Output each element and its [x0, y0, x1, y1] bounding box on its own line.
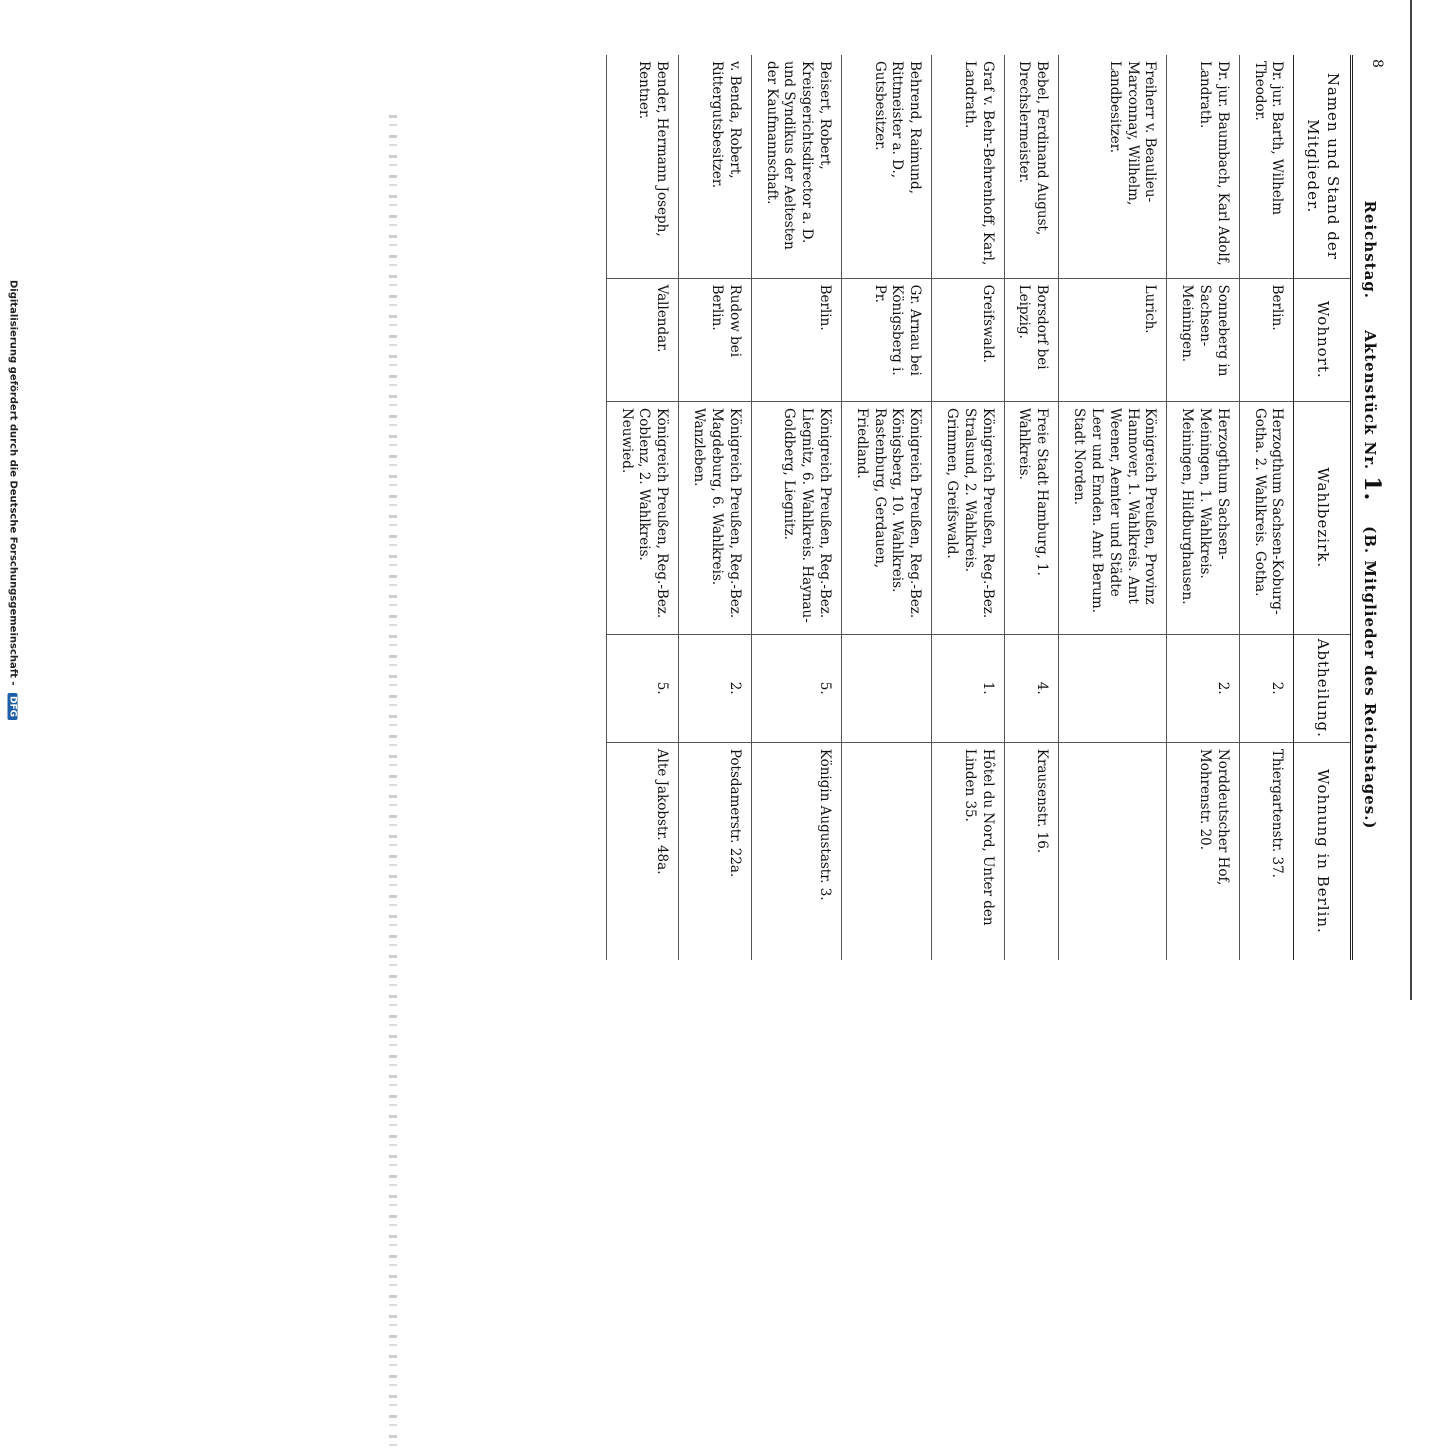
cell-bezirk: Herzogthum Sachsen-Koburg-Gotha. 2. Wahlkreis. Gotha.	[1239, 401, 1294, 634]
heading-right: (B. Mitglieder des Reichstages.)	[1361, 526, 1379, 830]
cell-name: Dr. jur. Baumbach, Karl Adolf, Landrath.	[1167, 55, 1239, 278]
cell-abt: 2.	[679, 634, 751, 742]
cell-abt: 2.	[1167, 634, 1239, 742]
cell-ort: Vallendar.	[606, 278, 678, 401]
cell-ort: Borsdorf bei Leipzig.	[1004, 278, 1059, 401]
table-header-row	[1294, 55, 1352, 960]
cell-bezirk: Freie Stadt Hamburg, 1. Wahlkreis.	[1004, 401, 1059, 634]
cell-name: Beisert, Robert, Kreisgerichtsdirector a. D. und Syndikus der Aeltesten der Kaufmannschaft.	[751, 55, 841, 278]
page-number: 8	[1369, 59, 1385, 68]
header-wohnung: Wohnung in Berlin.	[1294, 742, 1352, 960]
cell-bezirk: Königreich Preußen, Reg.-Bez. Magdeburg, 6. Wahlkreis. Wanzleben.	[679, 401, 751, 634]
cell-wohnung: Alte Jakobstr. 48a.	[606, 742, 678, 960]
cell-wohnung: Königin Augustastr. 3.	[751, 742, 841, 960]
cell-abt	[1059, 634, 1167, 742]
cell-wohnung: Krausenstr. 16.	[1004, 742, 1059, 960]
cell-name: Bender, Hermann Joseph, Rentner.	[606, 55, 678, 278]
credit-text: Digitalisierung gefördert durch die Deutsche Forschungsgemeinschaft -	[7, 279, 19, 686]
cell-name: Behrend, Raimund, Rittmeister a. D., Gutsbesitzer.	[841, 55, 931, 278]
table-row	[751, 55, 841, 960]
cell-abt: 5.	[751, 634, 841, 742]
cell-name: Bebel, Ferdinand August, Drechslermeister.	[1004, 55, 1059, 278]
cell-name: Freiherr v. Beaulieu-Marconnay, Wilhelm, Landbesitzer.	[1059, 55, 1167, 278]
scan-noise	[389, 115, 397, 1455]
table-row	[841, 55, 931, 960]
cell-abt	[841, 634, 931, 742]
cell-ort: Rudow bei Berlin.	[679, 278, 751, 401]
cell-wohnung: Norddeutscher Hof, Mohrenstr. 20.	[1167, 742, 1239, 960]
table-row	[932, 55, 1004, 960]
heading-number: 1.	[1359, 476, 1385, 502]
table-row	[606, 55, 678, 960]
document-page	[105, 55, 1385, 975]
cell-abt: 1.	[932, 634, 1004, 742]
cell-wohnung: Hôtel du Nord, Unter den Linden 35.	[932, 742, 1004, 960]
heading-left: Reichstag.	[1361, 200, 1379, 300]
cell-name: v. Benda, Robert, Rittergutsbesitzer.	[679, 55, 751, 278]
cell-wohnung	[1059, 742, 1167, 960]
cell-name: Dr. jur. Barth, Wilhelm Theodor.	[1239, 55, 1294, 278]
cell-wohnung	[841, 742, 931, 960]
header-name: Namen und Stand der Mitglieder.	[1294, 55, 1352, 278]
cell-wohnung: Potsdamerstr. 22a.	[679, 742, 751, 960]
header-bezirk: Wahlbezirk.	[1294, 401, 1352, 634]
page-edge	[1410, 0, 1412, 1000]
cell-ort: Berlin.	[1239, 278, 1294, 401]
digitization-credit	[0, 0, 26, 1000]
table-row	[1239, 55, 1294, 960]
cell-bezirk: Königreich Preußen, Reg.-Bez. Stralsund, 2. Wahlkreis. Grimmen, Greifswald.	[932, 401, 1004, 634]
cell-wohnung: Thiergartenstr. 37.	[1239, 742, 1294, 960]
cell-bezirk: Königreich Preußen, Reg.-Bez. Coblenz, 2. Wahlkreis. Neuwied.	[606, 401, 678, 634]
table-row	[1059, 55, 1167, 960]
cell-bezirk: Königreich Preußen, Reg.-Bez. Königsberg, 10. Wahlkreis. Rastenburg, Gerdauen, Friedland.	[841, 401, 931, 634]
cell-ort: Berlin.	[751, 278, 841, 401]
header-ort: Wohnort.	[1294, 278, 1352, 401]
cell-ort: Gr. Arnau bei Königsberg i. Pr.	[841, 278, 931, 401]
cell-abt: 4.	[1004, 634, 1059, 742]
header-abt: Abtheilung.	[1294, 634, 1352, 742]
cell-ort: Greifswald.	[932, 278, 1004, 401]
cell-abt: 5.	[606, 634, 678, 742]
table-row	[679, 55, 751, 960]
cell-abt: 2.	[1239, 634, 1294, 742]
members-table	[606, 55, 1353, 960]
cell-ort: Sonneberg in Sachsen-Meiningen.	[1167, 278, 1239, 401]
dfg-logo: DFG	[8, 693, 18, 720]
table-row	[1167, 55, 1239, 960]
table-row	[1004, 55, 1059, 960]
cell-bezirk: Königreich Preußen, Reg.-Bez. Liegnitz, 6. Wahlkreis. Haynau-Goldberg, Liegnitz.	[751, 401, 841, 634]
page-heading	[1359, 55, 1385, 975]
cell-ort: Lurich.	[1059, 278, 1167, 401]
heading-middle: Aktenstück Nr.	[1361, 330, 1379, 471]
cell-bezirk: Herzogthum Sachsen-Meiningen, 1. Wahlkreis. Meiningen, Hildburghausen.	[1167, 401, 1239, 634]
cell-name: Graf v. Behr-Behrenhoff, Karl, Landrath.	[932, 55, 1004, 278]
cell-bezirk: Königreich Preußen, Provinz Hannover, 1. Wahlkreis. Amt Weener, Aemter und Städte Leer und Emden. Amt Berum. Stadt Norden.	[1059, 401, 1167, 634]
